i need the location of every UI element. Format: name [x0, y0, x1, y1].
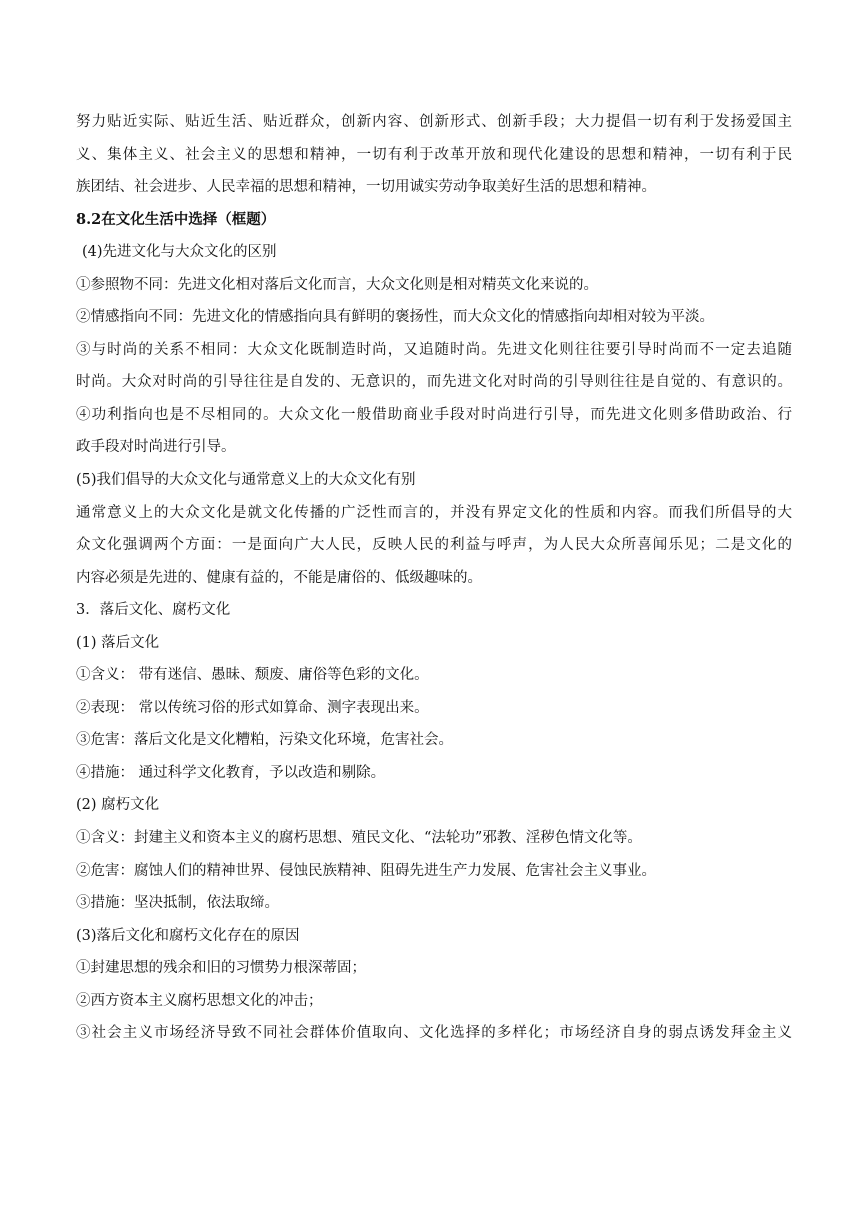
text-line: ②西方资本主义腐朽思想文化的冲击； [76, 992, 323, 1009]
text-line: ④措施： 通过科学文化教育，予以改造和剔除。 [76, 764, 386, 781]
text-line: 族团结、社会进步、人民幸福的思想和精神，一切用诚实劳动争取美好生活的思想和精神。 [76, 179, 656, 196]
text-line: 政手段对时尚进行引导。 [76, 439, 236, 456]
text-line: 内容必须是先进的、健康有益的，不能是庸俗的、低级趣味的。 [76, 569, 482, 586]
text-line: ④功利指向也是不尽相同的。大众文化一般借助商业手段对时尚进行引导，而先进文化则多借助政治、行 [76, 406, 792, 423]
text-line: 众文化强调两个方面：一是面向广大人民，反映人民的利益与呼声，为人民大众所喜闻乐见；二是文化的 [76, 537, 792, 554]
text-line: ③措施：坚决抵制，依法取缔。 [76, 895, 279, 912]
text-line: 义、集体主义、社会主义的思想和精神，一切有利于改革开放和现代化建设的思想和精神，一切有利于民 [76, 146, 792, 163]
text-line: 通常意义上的大众文化是就文化传播的广泛性而言的，并没有界定文化的性质和内容。而我们所倡导的大 [76, 504, 792, 521]
text-line: (1) 落后文化 [76, 634, 160, 651]
text-line: ②情感指向不同：先进文化的情感指向具有鲜明的褒扬性，而大众文化的情感指向却相对较为平淡。 [76, 309, 714, 326]
text-line: ③危害：落后文化是文化糟粕，污染文化环境，危害社会。 [76, 732, 453, 749]
text-line: ①封建思想的残余和旧的习惯势力根深蒂固； [76, 960, 366, 977]
text-line: (2) 腐朽文化 [76, 797, 160, 814]
text-line: 时尚。大众对时尚的引导往往是自发的、无意识的，而先进文化对时尚的引导则往往是自觉的、有意识的。 [76, 374, 792, 391]
text-line: ①参照物不同：先进文化相对落后文化而言，大众文化则是相对精英文化来说的。 [76, 276, 598, 293]
text-line: (3)落后文化和腐朽文化存在的原因 [76, 927, 300, 944]
text-line: ②危害：腐蚀人们的精神世界、侵蚀民族精神、阻碍先进生产力发展、危害社会主义事业。 [76, 862, 656, 879]
text-line: ③与时尚的关系不相同：大众文化既制造时尚，又追随时尚。先进文化则往往要引导时尚而不一定去追随 [76, 341, 792, 358]
document-body [76, 106, 792, 1050]
text-line: ③社会主义市场经济导致不同社会群体价值取向、文化选择的多样化；市场经济自身的弱点诱发拜金主义 [76, 1025, 792, 1042]
text-line: ①含义：封建主义和资本主义的腐朽思想、殖民文化、“法轮功”邪教、淫秽色情文化等。 [76, 830, 642, 847]
text-line: (4)先进文化与大众文化的区别 [82, 244, 277, 261]
text-line: 3．落后文化、腐朽文化 [76, 602, 231, 619]
text-line: 8.2在文化生活中选择（框题） [76, 210, 276, 228]
text-line: (5)我们倡导的大众文化与通常意义上的大众文化有别 [76, 472, 416, 489]
text-line: ①含义： 带有迷信、愚昧、颓废、庸俗等色彩的文化。 [76, 667, 429, 684]
text-line: 努力贴近实际、贴近生活、贴近群众，创新内容、创新形式、创新手段；大力提倡一切有利于发扬爱国主 [76, 114, 792, 130]
text-line: ②表现： 常以传统习俗的形式如算命、测字表现出来。 [76, 699, 429, 716]
